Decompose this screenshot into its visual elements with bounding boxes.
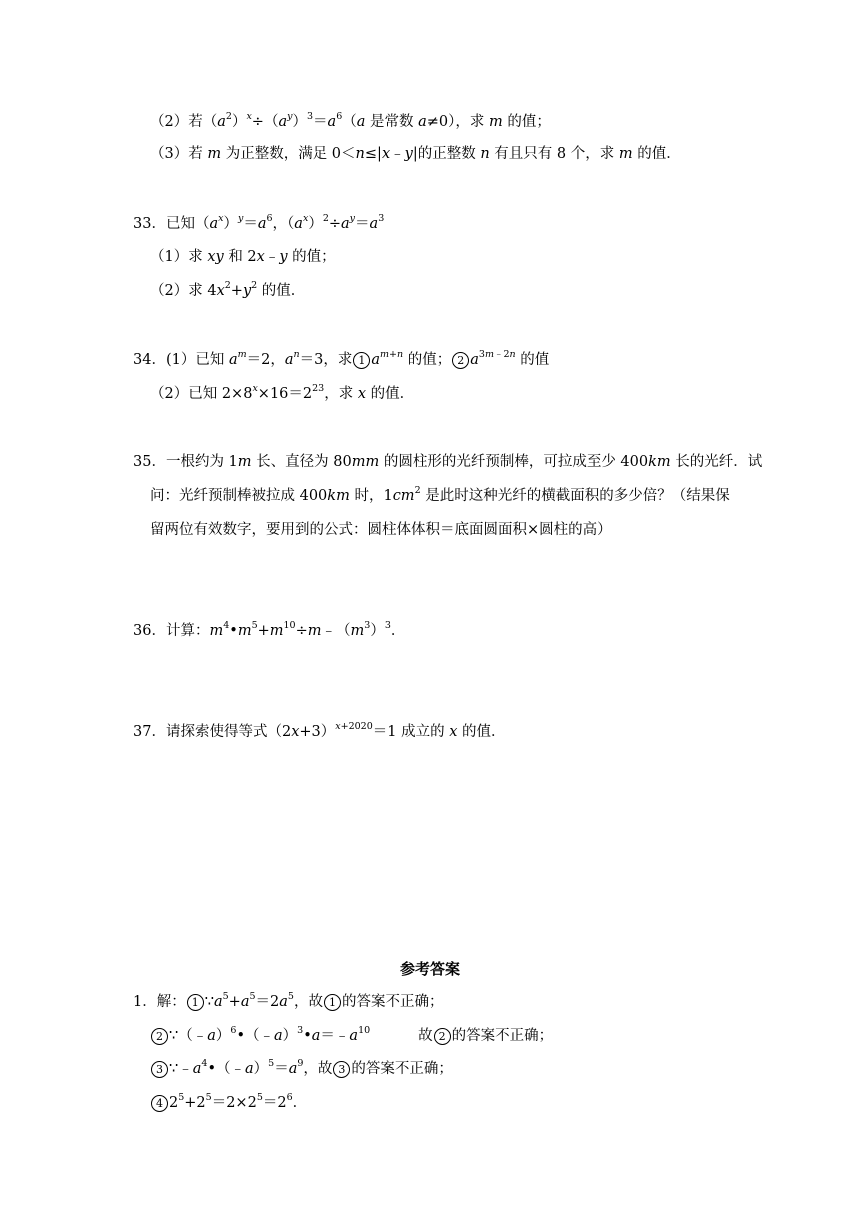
- q34-part2: （2）已知 $2\times 8^x\times 16=2^{23}$，求 x 的值．: [150, 383, 415, 402]
- q36-text: 36．计算：$m^4•m^5+m^{10}\div m﹣(m^3)^3$．: [133, 620, 406, 639]
- q37-text: 37．请探索使得等式$(2x+3)^{x+2020}=1$ 成立的 x 的值．: [133, 721, 506, 740]
- answer1-line4: 4 $2^5+2^5=2\times 2^5=2^6$．: [150, 1093, 307, 1113]
- q35-line2: 问：光纤预制棒被拉成 400km 时，$1cm^2$ 是此时这种光纤的横截面积的多少倍？（结果保: [150, 485, 730, 504]
- q35-line3: 留两位有效数字，要用到的公式：圆柱体体积＝底面圆面积×圆柱的高）: [150, 522, 612, 538]
- answer1-line1: 1．解： 1 $\because a^5+a^5=2a^5$，故 1 的答案不正确；: [133, 991, 444, 1010]
- q33-part1: （1）求 xy 和 2x﹣y 的值；: [150, 249, 336, 265]
- answer1-line3: 3 $\because﹣a^4•(﹣a)^5=a^9$，故 3 的答案不正确；: [150, 1059, 453, 1079]
- q33-stem: 33．已知$(a^x)^y=a^6$，$(a^x)^2\div a^y=a^3$: [133, 213, 385, 232]
- q32-part3: （3）若 m 为正整数，满足 0＜n≤|x﹣y|的正整数 n 有且只有 8 个，求 m 的值．: [150, 146, 681, 162]
- q33-part2: （2）求 $4x^2+y^2$ 的值．: [150, 280, 306, 299]
- q35-line1: 35．一根约为 1m 长、直径为 80mm 的圆柱形的光纤预制棒，可拉成至少 400km 长的光纤．试: [133, 454, 763, 470]
- q34-part1: 34．(1）已知 $a^m=2$，$a^n=3$，求 1 $a^{m+n}$ 的值； 2 $a^{3m﹣2n}$ 的值: [133, 349, 550, 368]
- answer1-line2: 2 $\because(﹣a)^6•(﹣a)^3•a=﹣a^{10}$ 故 2 的答案不正确；: [150, 1026, 553, 1046]
- answers-heading: 参考答案: [399, 960, 460, 978]
- q32-part2: （2）若$(a^2)^x\div(a^y)^3=a^6(a$ 是常数 a≠0），求 m 的值；: [150, 111, 551, 130]
